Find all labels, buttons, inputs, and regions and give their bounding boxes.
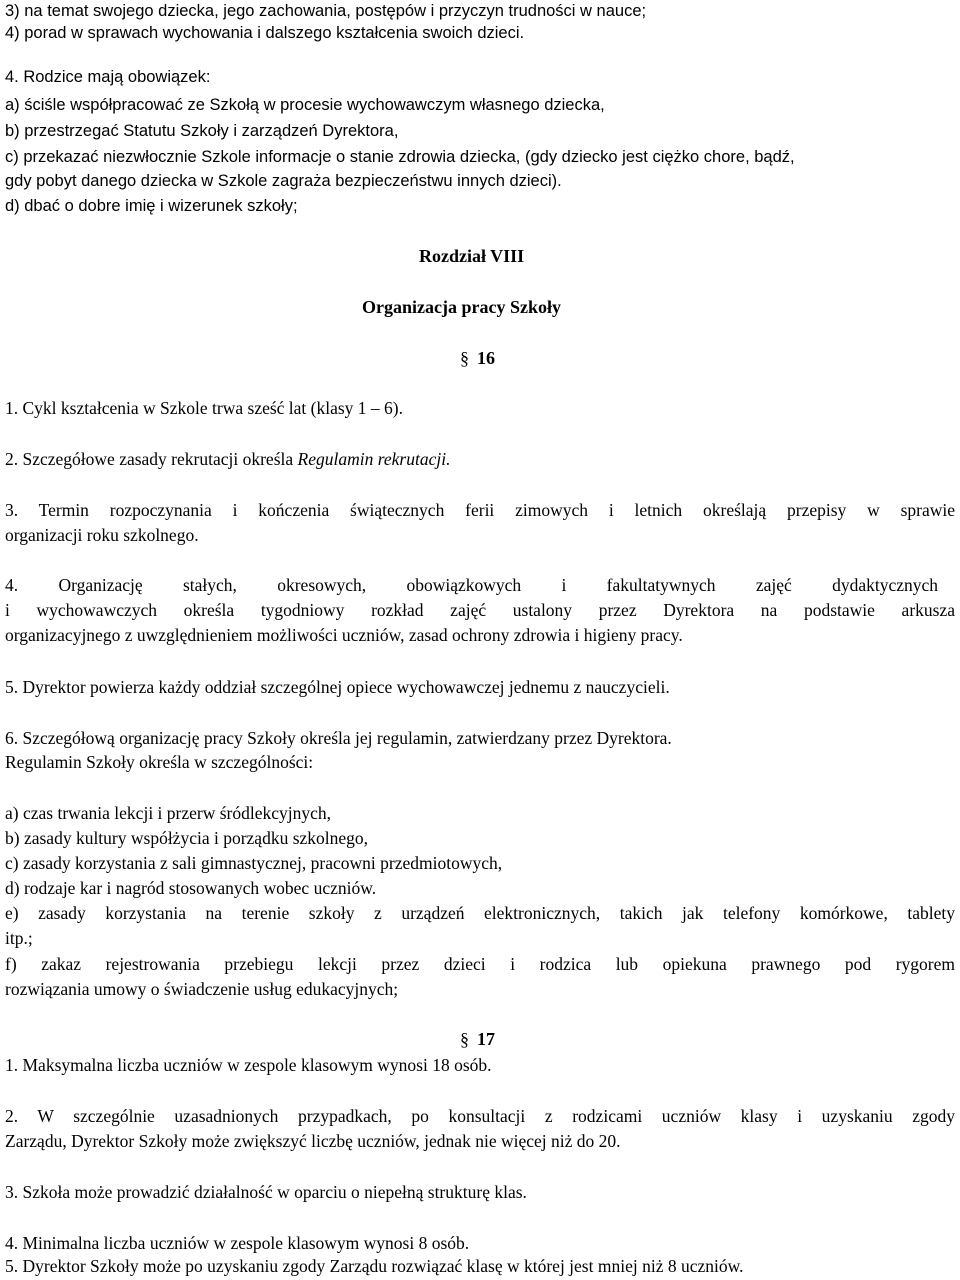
list-item-3: 3) na temat swojego dziecka, jego zachowania, postępów i przyczyn trudności w nauce; [5,2,647,20]
p16-item-4-continued-1: i wychowawczych określa tygodniowy rozkład zajęć ustalony przez Dyrektora na podstawie arkusza [5,600,955,620]
regulation-name: Regulamin rekrutacji. [297,449,451,469]
p17-item-3: 3. Szkoła może prowadzić działalność w oparciu o niepełną strukturę klas. [5,1182,527,1202]
regulation-item-e: e) zasady korzystania na terenie szkoły z urządzeń elektronicznych, takich jak telefony komórkowe, tablety [5,903,955,923]
chapter-title: Rozdział VIII [419,246,525,266]
chapter-subtitle: Organizacja pracy Szkoły [362,297,561,317]
p16-item-4-continued-2: organizacyjnego z uwzględnieniem możliwości uczniów, zasad ochrony zdrowia i higieny pracy. [5,625,683,645]
obligation-a: a) ściśle współpracować ze Szkołą w procesie wychowawczym własnego dziecka, [5,96,605,114]
p16-item-3: 3. Termin rozpoczynania i kończenia świątecznych ferii zimowych i letnich określają przepisy w sprawie [5,500,955,520]
p17-item-1: 1. Maksymalna liczba uczniów w zespole klasowym wynosi 18 osób. [5,1055,492,1075]
paragraph-number: 17 [477,1029,495,1049]
paragraph-number: 16 [477,348,495,368]
p16-item-5: 5. Dyrektor powierza każdy oddział szczególnej opiece wychowawczej jednemu z nauczycieli. [5,677,670,697]
paragraph-17-heading [460,1028,495,1050]
regulation-item-c: c) zasady korzystania z sali gimnastycznej, pracowni przedmiotowych, [5,853,503,873]
p16-item-6-continued: Regulamin Szkoły określa w szczególności: [5,752,314,772]
regulation-item-e-continued: itp.; [5,928,33,948]
regulation-item-a: a) czas trwania lekcji i przerw śródlekcyjnych, [5,803,332,823]
p16-item-1: 1. Cykl kształcenia w Szkole trwa sześć lat (klasy 1 – 6). [5,398,404,418]
p16-item-4: 4. Organizację stałych, okresowych, obowiązkowych i fakultatywnych zajęć dydaktycznych [5,575,938,595]
p17-item-5: 5. Dyrektor Szkoły może po uzyskaniu zgody Zarządu rozwiązać klasę w której jest mniej niż 8 uczniów. [5,1256,744,1276]
regulation-item-f: f) zakaz rejestrowania przebiegu lekcji przez dzieci i rodzica lub opiekuna prawnego pod rygorem [5,954,955,974]
list-item-4: 4) porad w sprawach wychowania i dalszego kształcenia swoich dzieci. [5,24,525,42]
obligation-c: c) przekazać niezwłocznie Szkole informacje o stanie zdrowia dziecka, (gdy dziecko jest ciężko chore, bądź, [5,148,795,166]
regulation-item-d: d) rodzaje kar i nagród stosowanych wobec uczniów. [5,878,377,898]
section-4-intro: 4. Rodzice mają obowiązek: [5,68,211,86]
p16-item-2 [5,448,955,470]
p16-item-3-continued: organizacji roku szkolnego. [5,525,199,545]
section-sign: § [460,348,469,368]
p17-item-2: 2. W szczególnie uzasadnionych przypadkach, po konsultacji z rodzicami uczniów klasy i uzyskaniu zgody [5,1106,955,1126]
p16-item-2-text: 2. Szczegółowe zasady rekrutacji określa [5,449,298,469]
section-sign: § [460,1029,469,1049]
obligation-d: d) dbać o dobre imię i wizerunek szkoły; [5,197,298,215]
p16-item-6: 6. Szczegółową organizację pracy Szkoły określa jej regulamin, zatwierdzany przez Dyrektora. [5,728,672,748]
obligation-c-continued: gdy pobyt danego dziecka w Szkole zagraża bezpieczeństwu innych dzieci). [5,172,562,190]
regulation-item-b: b) zasady kultury współżycia i porządku szkolnego, [5,828,369,848]
regulation-item-f-continued: rozwiązania umowy o świadczenie usług edukacyjnych; [5,979,399,999]
obligation-b: b) przestrzegać Statutu Szkoły i zarządzeń Dyrektora, [5,122,399,140]
p17-item-4: 4. Minimalna liczba uczniów w zespole klasowym wynosi 8 osób. [5,1233,470,1253]
p17-item-2-continued: Zarządu, Dyrektor Szkoły może zwiększyć liczbę uczniów, jednak nie więcej niż do 20. [5,1131,621,1151]
paragraph-16-heading [460,347,495,369]
